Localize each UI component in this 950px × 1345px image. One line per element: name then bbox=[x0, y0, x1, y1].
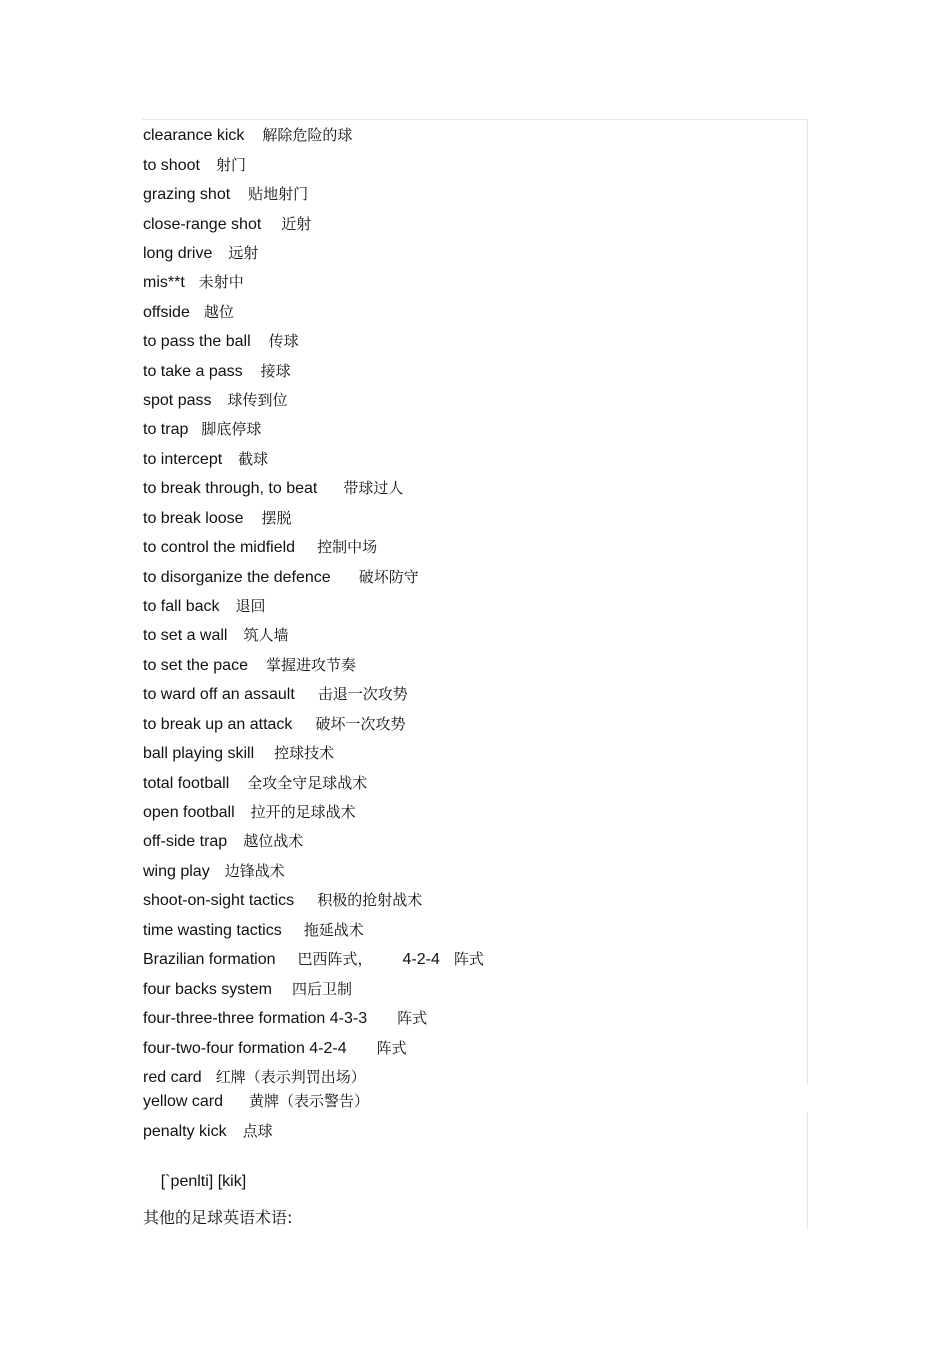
term-row bbox=[143, 773, 367, 793]
term-row bbox=[143, 125, 352, 145]
term-row bbox=[143, 155, 246, 175]
term-row bbox=[143, 684, 408, 704]
term-english: to shoot bbox=[143, 157, 200, 174]
term-english: red card bbox=[143, 1069, 202, 1086]
term-chinese: 接球 bbox=[260, 362, 291, 380]
term-english: to ward off an assault bbox=[143, 686, 295, 703]
term-english: to break up an attack bbox=[143, 716, 293, 733]
term-chinese: 掌握进攻节奏 bbox=[265, 656, 356, 674]
term-english: Brazilian formation bbox=[143, 951, 276, 968]
term-chinese: 点球 bbox=[242, 1122, 273, 1140]
term-chinese: 阵式 bbox=[397, 1009, 428, 1027]
term-chinese: 黄牌（表示警告） bbox=[249, 1092, 370, 1110]
term-english: to take a pass bbox=[143, 363, 243, 380]
term-row bbox=[143, 890, 422, 910]
term-row bbox=[143, 508, 292, 528]
term-row bbox=[143, 743, 334, 763]
term-chinese: 破坏一次攻势 bbox=[315, 715, 406, 733]
term-row bbox=[143, 979, 352, 999]
term-chinese: 拖延战术 bbox=[303, 921, 364, 939]
term-english: open football bbox=[143, 804, 235, 821]
term-english: spot pass bbox=[143, 392, 212, 409]
phonetic-line bbox=[143, 1152, 247, 1190]
term-row bbox=[143, 567, 419, 587]
table-border-right bbox=[807, 119, 808, 1085]
term-english: wing play bbox=[143, 863, 210, 880]
term-chinese: 脚底停球 bbox=[201, 420, 262, 438]
term-chinese: 摆脱 bbox=[261, 509, 292, 527]
term-english: offside bbox=[143, 304, 190, 321]
term-english: to disorganize the defence bbox=[143, 569, 331, 586]
term-english: long drive bbox=[143, 245, 213, 262]
term-chinese: 退回 bbox=[235, 597, 266, 615]
term-chinese: 筑人墙 bbox=[243, 626, 289, 644]
term-row bbox=[143, 802, 356, 822]
phonetic-text: [`penlti] [kik] bbox=[160, 1173, 247, 1190]
term-row bbox=[143, 1121, 273, 1141]
term-row bbox=[143, 537, 377, 557]
term-chinese: 远射 bbox=[228, 244, 259, 262]
term-english: to fall back bbox=[143, 598, 220, 615]
term-chinese: 击退一次攻势 bbox=[317, 685, 408, 703]
term-row bbox=[143, 1038, 407, 1058]
term-english: to set the pace bbox=[143, 657, 248, 674]
term-english: total football bbox=[143, 775, 230, 792]
term-chinese: 未射中 bbox=[198, 273, 244, 291]
table-border-top bbox=[142, 119, 808, 120]
term-english: close-range shot bbox=[143, 216, 262, 233]
term-chinese: 边锋战术 bbox=[224, 862, 285, 880]
term-chinese: 巴西阵式， bbox=[297, 950, 373, 968]
term-english: time wasting tactics bbox=[143, 922, 282, 939]
term-chinese: 截球 bbox=[238, 450, 269, 468]
term-row bbox=[143, 596, 266, 616]
term-row bbox=[143, 949, 484, 969]
term-english: to control the midfield bbox=[143, 539, 296, 556]
term-english: clearance kick bbox=[143, 127, 245, 144]
term-chinese: 贴地射门 bbox=[248, 185, 309, 203]
term-row bbox=[143, 243, 258, 263]
term-english: four backs system bbox=[143, 981, 272, 998]
term-chinese: 球传到位 bbox=[227, 391, 288, 409]
term-formation-suffix: 阵式 bbox=[453, 950, 484, 968]
term-row bbox=[143, 184, 308, 204]
term-chinese: 红牌（表示判罚出场） bbox=[215, 1068, 366, 1086]
term-chinese: 近射 bbox=[281, 215, 312, 233]
term-english: to set a wall bbox=[143, 627, 228, 644]
term-english: to pass the ball bbox=[143, 333, 251, 350]
term-row bbox=[143, 390, 288, 410]
table-border-right-lower bbox=[807, 1112, 808, 1230]
term-chinese: 破坏防守 bbox=[358, 568, 419, 586]
term-row bbox=[143, 861, 285, 881]
term-row bbox=[143, 478, 403, 498]
term-chinese: 阵式 bbox=[376, 1039, 407, 1057]
term-chinese: 积极的抢射战术 bbox=[317, 891, 423, 909]
section-heading: 其他的足球英语术语: bbox=[143, 1208, 293, 1227]
term-english: penalty kick bbox=[143, 1123, 227, 1140]
term-chinese: 射门 bbox=[215, 156, 246, 174]
term-row bbox=[143, 655, 356, 675]
term-row bbox=[143, 331, 299, 351]
term-english: four-two-four formation 4-2-4 bbox=[143, 1040, 347, 1057]
term-row bbox=[143, 302, 234, 322]
term-english: to trap bbox=[143, 421, 189, 438]
term-english: to break through, to beat bbox=[143, 480, 318, 497]
term-row bbox=[143, 1008, 427, 1028]
term-row bbox=[143, 714, 405, 734]
term-english: to break loose bbox=[143, 510, 244, 527]
term-row bbox=[143, 625, 289, 645]
term-chinese: 越位战术 bbox=[243, 832, 304, 850]
term-row bbox=[143, 1091, 369, 1111]
term-row bbox=[143, 449, 268, 469]
term-row bbox=[143, 214, 311, 234]
term-chinese: 越位 bbox=[203, 303, 234, 321]
term-row bbox=[143, 272, 244, 292]
term-english: grazing shot bbox=[143, 186, 231, 203]
term-row bbox=[143, 831, 303, 851]
term-chinese: 解除危险的球 bbox=[262, 126, 353, 144]
term-row bbox=[143, 361, 291, 381]
term-english: off-side trap bbox=[143, 833, 228, 850]
term-chinese: 拉开的足球战术 bbox=[250, 803, 356, 821]
term-row bbox=[143, 920, 364, 940]
term-chinese: 全攻全守足球战术 bbox=[247, 774, 368, 792]
term-chinese: 传球 bbox=[268, 332, 299, 350]
term-chinese: 四后卫制 bbox=[291, 980, 352, 998]
term-english: mis**t bbox=[143, 274, 185, 291]
term-english: yellow card bbox=[143, 1093, 224, 1110]
term-english: ball playing skill bbox=[143, 745, 255, 762]
term-row bbox=[143, 419, 261, 439]
term-english: shoot-on-sight tactics bbox=[143, 892, 295, 909]
term-english: four-three-three formation 4-3-3 bbox=[143, 1010, 368, 1027]
term-row bbox=[143, 1067, 366, 1087]
term-english: to intercept bbox=[143, 451, 223, 468]
term-chinese: 控制中场 bbox=[317, 538, 378, 556]
term-chinese: 控球技术 bbox=[274, 744, 335, 762]
term-chinese: 带球过人 bbox=[343, 479, 404, 497]
term-formation-number: 4-2-4 bbox=[402, 951, 440, 968]
